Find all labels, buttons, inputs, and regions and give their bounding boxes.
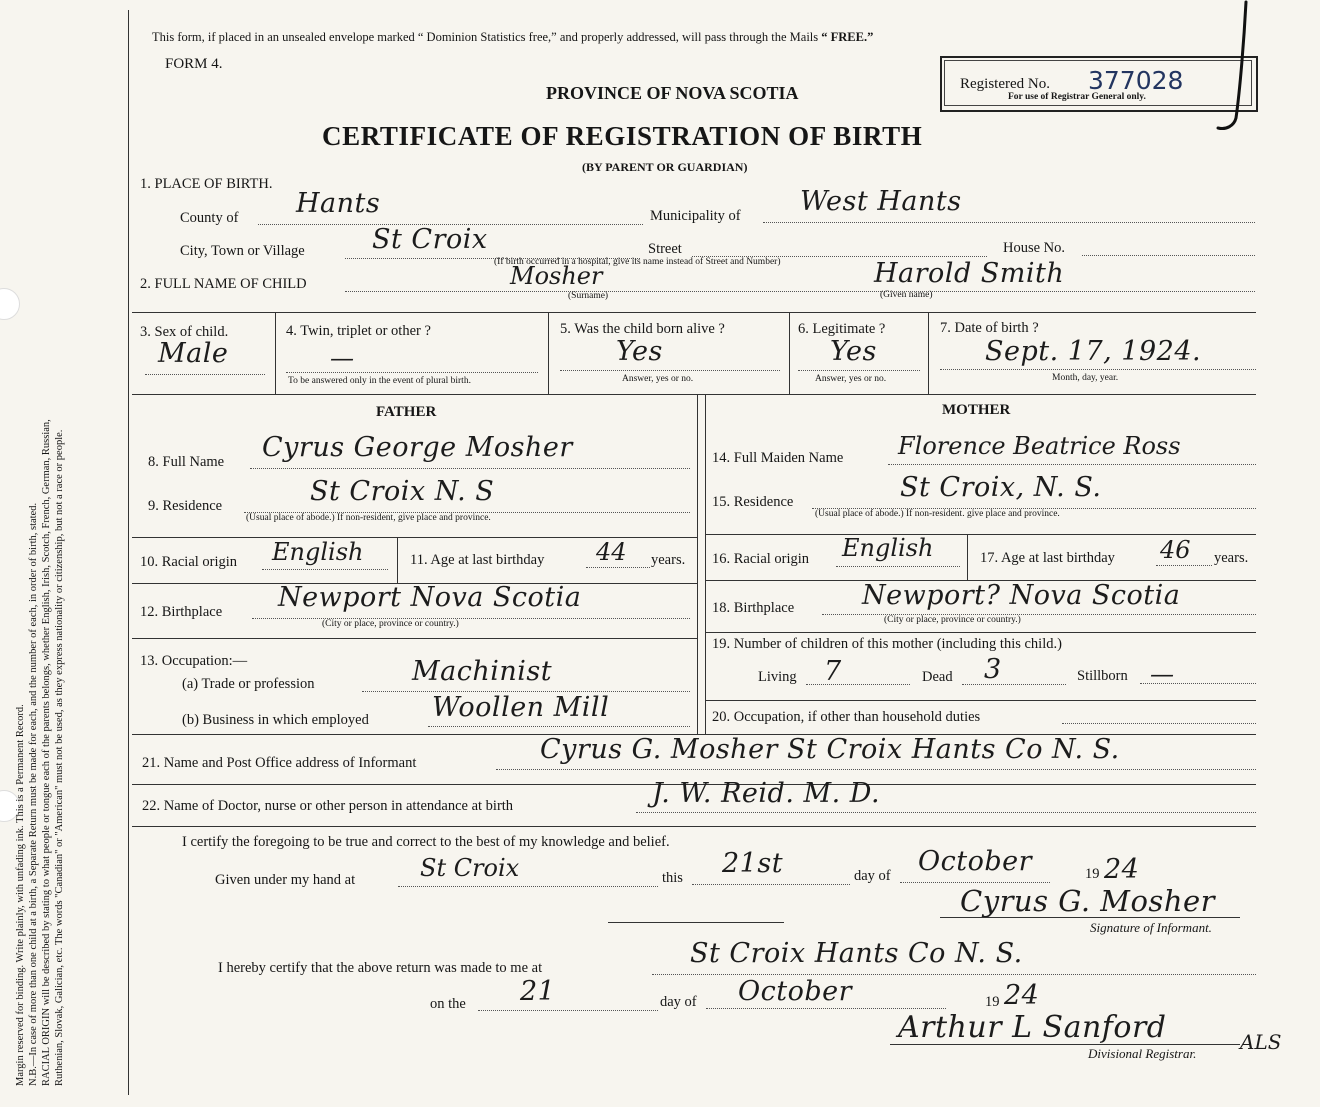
father-heading: FATHER <box>376 404 437 420</box>
informant-signature: Cyrus G. Mosher <box>960 884 1216 918</box>
mother-residence: St Croix, N. S. <box>900 472 1102 503</box>
living-label: Living <box>758 669 797 685</box>
this-label: this <box>662 870 683 886</box>
mother-age: 46 <box>1160 536 1191 564</box>
county-label: County of <box>180 210 239 226</box>
reg-year-prefix: 19 <box>985 994 1000 1010</box>
province-heading: PROVINCE OF NOVA SCOTIA <box>546 83 799 103</box>
city-label: City, Town or Village <box>180 243 305 259</box>
father-occupation-label: 13. Occupation:— <box>140 653 248 669</box>
registrar-note: For use of Registrar General only. <box>1008 92 1146 102</box>
stillborn-value: — <box>1150 660 1174 688</box>
mother-birthplace-note: (City or place, province or country.) <box>884 615 1021 625</box>
mother-birthplace-label: 18. Birthplace <box>712 600 795 616</box>
father-business: Woollen Mill <box>432 692 610 723</box>
father-name-label: 8. Full Name <box>148 454 225 470</box>
father-race: English <box>272 538 364 566</box>
pen-mark <box>1200 0 1260 140</box>
father-birthplace-note: (City or place, province or country.) <box>322 619 459 629</box>
mother-residence-note: (Usual place of abode.) If non-resident. give place and province. <box>815 509 1060 519</box>
mother-name-label: 14. Full Maiden Name <box>712 450 844 466</box>
twin-note: To be answered only in the event of plural birth. <box>288 376 471 386</box>
registrar-label: Divisional Registrar. <box>1088 1046 1197 1061</box>
street-label: Street <box>648 241 682 257</box>
father-age-label: 11. Age at last birthday <box>410 552 545 568</box>
legitimate-value: Yes <box>830 336 877 367</box>
registrar-signature: Arthur L Sanford <box>898 1010 1167 1045</box>
year-prefix: 19 <box>1085 866 1100 882</box>
informant-value: Cyrus G. Mosher St Croix Hants Co N. S. <box>540 734 1120 765</box>
father-residence: St Croix N. S <box>310 476 495 507</box>
dead-label: Dead <box>922 669 953 685</box>
mother-occupation-label: 20. Occupation, if other than household duties <box>712 709 981 725</box>
trade-label: (a) Trade or profession <box>182 676 315 692</box>
form-number: FORM 4. <box>165 56 223 72</box>
father-residence-note: (Usual place of abode.) If non-resident, give place and province. <box>246 513 491 523</box>
mother-years: years. <box>1214 550 1249 566</box>
house-label: House No. <box>1003 240 1066 256</box>
on-the-label: on the <box>430 996 466 1012</box>
sex-label: 3. Sex of child. <box>140 324 229 340</box>
mother-race-label: 16. Racial origin <box>712 551 810 567</box>
dob-value: Sept. 17, 1924. <box>985 336 1202 367</box>
business-label: (b) Business in which employed <box>182 712 369 728</box>
stillborn-label: Stillborn <box>1077 668 1128 684</box>
child-given-name: Harold Smith <box>874 258 1065 289</box>
alive-label: 5. Was the child born alive ? <box>560 321 725 337</box>
child-name-label: 2. FULL NAME OF CHILD <box>140 276 307 292</box>
separator-line <box>608 922 784 923</box>
father-trade: Machinist <box>412 656 553 687</box>
mother-residence-label: 15. Residence <box>712 494 794 510</box>
dob-label: 7. Date of birth ? <box>940 320 1039 336</box>
mother-age-label: 17. Age at last birthday <box>980 550 1115 566</box>
hospital-note: (If birth occurred in a hospital, give its name instead of Street and Number) <box>494 257 781 267</box>
father-birthplace-label: 12. Birthplace <box>140 604 223 620</box>
living-value: 7 <box>824 656 842 687</box>
children-count-label: 19. Number of children of this mother (including this child.) <box>712 636 1062 652</box>
surname-note: (Surname) <box>568 291 609 301</box>
registrar-day: 21 <box>520 976 556 1007</box>
legitimate-label: 6. Legitimate ? <box>798 321 886 337</box>
child-surname: Mosher <box>510 262 603 290</box>
given-year: 24 <box>1104 854 1140 885</box>
page-subtitle: (BY PARENT OR GUARDIAN) <box>582 160 748 174</box>
sex-value: Male <box>158 338 229 369</box>
county-value: Hants <box>296 188 381 219</box>
registrar-statement: I hereby certify that the above return was made to me at <box>218 960 543 976</box>
registered-number: 377028 <box>1088 66 1184 95</box>
doctor-value: J. W. Reid. M. D. <box>652 778 881 809</box>
twin-label: 4. Twin, triplet or other ? <box>286 323 431 339</box>
page-title: CERTIFICATE OF REGISTRATION OF BIRTH <box>322 121 923 151</box>
signature-label: Signature of Informant. <box>1090 920 1212 935</box>
father-name: Cyrus George Mosher <box>262 432 573 463</box>
given-place: St Croix <box>420 854 520 882</box>
twin-value: — <box>330 344 354 372</box>
registrar-year: 24 <box>1004 980 1040 1011</box>
mail-notice: This form, if placed in an unsealed envelope marked “ Dominion Statistics free,” and properly addressed, will pass through the Mails “ FREE.” <box>152 30 874 44</box>
father-age: 44 <box>596 538 627 566</box>
given-note: (Given name) <box>880 290 933 300</box>
dob-note: Month, day, year. <box>1052 373 1119 383</box>
legitimate-note: Answer, yes or no. <box>815 374 887 384</box>
father-birthplace: Newport Nova Scotia <box>278 582 582 613</box>
registered-label: Registered No. <box>960 76 1050 92</box>
doctor-label: 22. Name of Doctor, nurse or other person in attendance at birth <box>142 798 514 814</box>
given-month: October <box>918 846 1033 877</box>
alive-note: Answer, yes or no. <box>622 374 694 384</box>
informant-statement: I certify the foregoing to be true and correct to the best of my knowledge and belief. <box>182 834 670 850</box>
given-day: 21st <box>722 848 784 879</box>
municipality-label: Municipality of <box>650 208 741 224</box>
margin-line <box>128 10 129 1095</box>
registrar-month: October <box>738 976 853 1007</box>
place-heading: 1. PLACE OF BIRTH. <box>140 176 273 192</box>
municipality-value: West Hants <box>800 186 962 217</box>
day-of-label: day of <box>854 868 891 884</box>
mother-heading: MOTHER <box>942 402 1011 418</box>
given-under-hand-label: Given under my hand at <box>215 872 356 888</box>
reg-day-of-label: day of <box>660 994 697 1010</box>
informant-label: 21. Name and Post Office address of Informant <box>142 755 417 771</box>
dead-value: 3 <box>984 654 1002 685</box>
city-value: St Croix <box>372 224 488 255</box>
father-years: years. <box>651 552 686 568</box>
margin-instructions: Margin reserved for binding. Write plainly, with unfading ink. This is a Permanent Record. N.B.—In case of more than one child at a birth, a Separate Return must be made for each, and the number of each, in order of birth, stated. RACIAL ORIGIN will be described by stating to what people or tongue each of the parents belongs, whether English, Irish, Scotch, French, German, Russian, Ruthenian, Slovak, Galician, etc. The words "Canadian" or "American" must not be used, as they express nationality or citizenship, but not a race or people. <box>15 419 65 1086</box>
father-residence-label: 9. Residence <box>148 498 223 514</box>
registrar-initials: ALS <box>1240 1030 1282 1054</box>
mother-race: English <box>842 534 934 562</box>
alive-value: Yes <box>616 336 663 367</box>
father-race-label: 10. Racial origin <box>140 554 238 570</box>
mother-name: Florence Beatrice Ross <box>898 432 1181 460</box>
registrar-place: St Croix Hants Co N. S. <box>690 938 1023 969</box>
mother-birthplace: Newport? Nova Scotia <box>862 580 1181 611</box>
